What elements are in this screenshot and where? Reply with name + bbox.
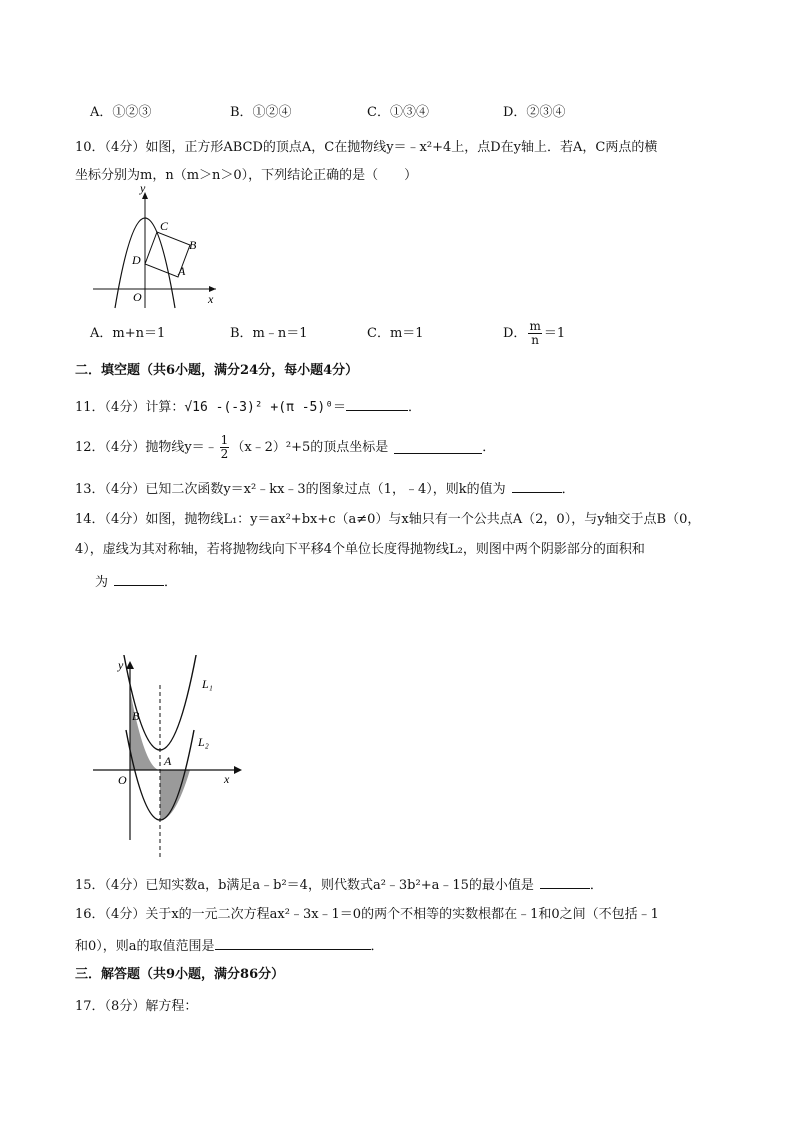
q13-suffix: ． [561, 482, 575, 497]
q9-option-a: A．①②③ [90, 105, 152, 120]
q15 [75, 876, 603, 892]
q12-fraction [220, 434, 230, 460]
q10-label-y: y [140, 184, 146, 195]
section2-title: 二．填空题（共6小题，满分24分，每小题4分） [75, 363, 359, 378]
q11 [75, 398, 421, 414]
q16-line2 [75, 937, 384, 953]
q15-answer-blank[interactable] [540, 876, 590, 889]
q11-expression: √16 -(-3)² +(π -5)⁰＝ [184, 400, 347, 415]
q14-label-a: A [164, 754, 172, 768]
q16-answer-blank[interactable] [215, 937, 371, 950]
q10-option-d-suffix: ＝1 [543, 325, 566, 341]
q12-expression: （x﹣2）²+5的顶点坐标是 [231, 439, 389, 455]
q10-figure [88, 184, 228, 314]
section3-title: 三．解答题（共9小题，满分86分） [75, 967, 285, 982]
q10-option-d-denominator: n [531, 332, 539, 347]
q16-line1: 16．（4分）关于x的一元二次方程ax²﹣3x﹣1＝0的两个不相等的实数根都在﹣1和0之间（不包括﹣1 [75, 907, 659, 922]
q14-line3-suffix: ． [164, 575, 178, 590]
q12-numerator: 1 [220, 432, 229, 447]
q14-label-l2: L₂ [198, 735, 209, 749]
q9-option-d: D．②③④ [503, 105, 566, 120]
q10-option-d [503, 318, 565, 348]
q14-label-b: B [132, 709, 140, 723]
q16-line2-prefix: 和0），则a的取值范围是 [75, 939, 215, 954]
q11-answer-blank[interactable] [346, 398, 408, 411]
q14-x-arrow [234, 766, 242, 774]
q13 [75, 480, 575, 496]
q10-option-c: C．m＝1 [367, 326, 424, 341]
q10-label-o: O [133, 290, 142, 304]
q12-suffix: ． [482, 439, 496, 455]
q15-text: 15．（4分）已知实数a，b满足a﹣b²＝4，则代数式a²﹣3b²+a﹣15的最小值是 [75, 878, 534, 893]
q10-label-b: B [189, 238, 197, 252]
q14-answer-blank[interactable] [114, 573, 164, 586]
q14-label-y: y [118, 658, 124, 672]
q10-option-d-prefix: D． [503, 325, 527, 341]
q13-text: 13．（4分）已知二次函数y＝x²﹣kx﹣3的图象过点（1，﹣4），则k的值为 [75, 482, 506, 497]
q9-option-c: C．①③④ [367, 105, 429, 120]
q14-label-x: x [224, 772, 230, 786]
q10-option-d-fraction [528, 320, 541, 346]
q14-shaded-right [160, 770, 190, 820]
q11-suffix: ． [408, 400, 422, 415]
q10-label-x: x [208, 292, 214, 306]
q14-line3-prefix: 为 [95, 575, 109, 590]
q16-line2-suffix: ． [370, 939, 384, 954]
q14-label-l1: L₁ [202, 677, 213, 691]
q10-label-d: D [132, 253, 141, 267]
q12-prefix: 12．（4分）抛物线y＝﹣ [75, 439, 218, 455]
q10-option-a: A．m+n＝1 [90, 326, 166, 341]
q10-line2: 坐标分别为m，n（m＞n＞0），下列结论正确的是（ ） [75, 168, 418, 183]
q10-label-c: C [160, 219, 169, 233]
q10-label-a: A [178, 264, 186, 278]
q14-line1: 14．（4分）如图，抛物线L₁：y＝ax²+bx+c（a≠0）与x轴只有一个公共点A（2，0），与y轴交于点B（0， [75, 512, 701, 527]
q17: 17．（8分）解方程： [75, 999, 198, 1014]
q10-option-b: B．m﹣n＝1 [230, 326, 308, 341]
q15-suffix: ． [589, 878, 603, 893]
q9-option-b: B．①②④ [230, 105, 292, 120]
q12-denominator: 2 [220, 446, 229, 461]
q10-line1: 10．（4分）如图，正方形ABCD的顶点A，C在抛物线y＝﹣x²+4上，点D在y轴上．若A，C两点的横 [75, 140, 658, 155]
q14-line3 [95, 573, 177, 589]
q11-prefix: 11．（4分）计算： [75, 400, 185, 415]
q12-answer-blank[interactable] [394, 441, 482, 454]
q14-figure [90, 655, 250, 865]
q12 [75, 430, 495, 464]
q14-label-o: O [118, 773, 127, 787]
q13-answer-blank[interactable] [512, 480, 562, 493]
q14-line2: 4），虚线为其对称轴，若将抛物线向下平移4个单位长度得抛物线L₂，则图中两个阴影部分的面积和 [75, 542, 645, 557]
q10-option-d-numerator: m [529, 318, 541, 333]
q14-y-arrow [126, 661, 134, 669]
